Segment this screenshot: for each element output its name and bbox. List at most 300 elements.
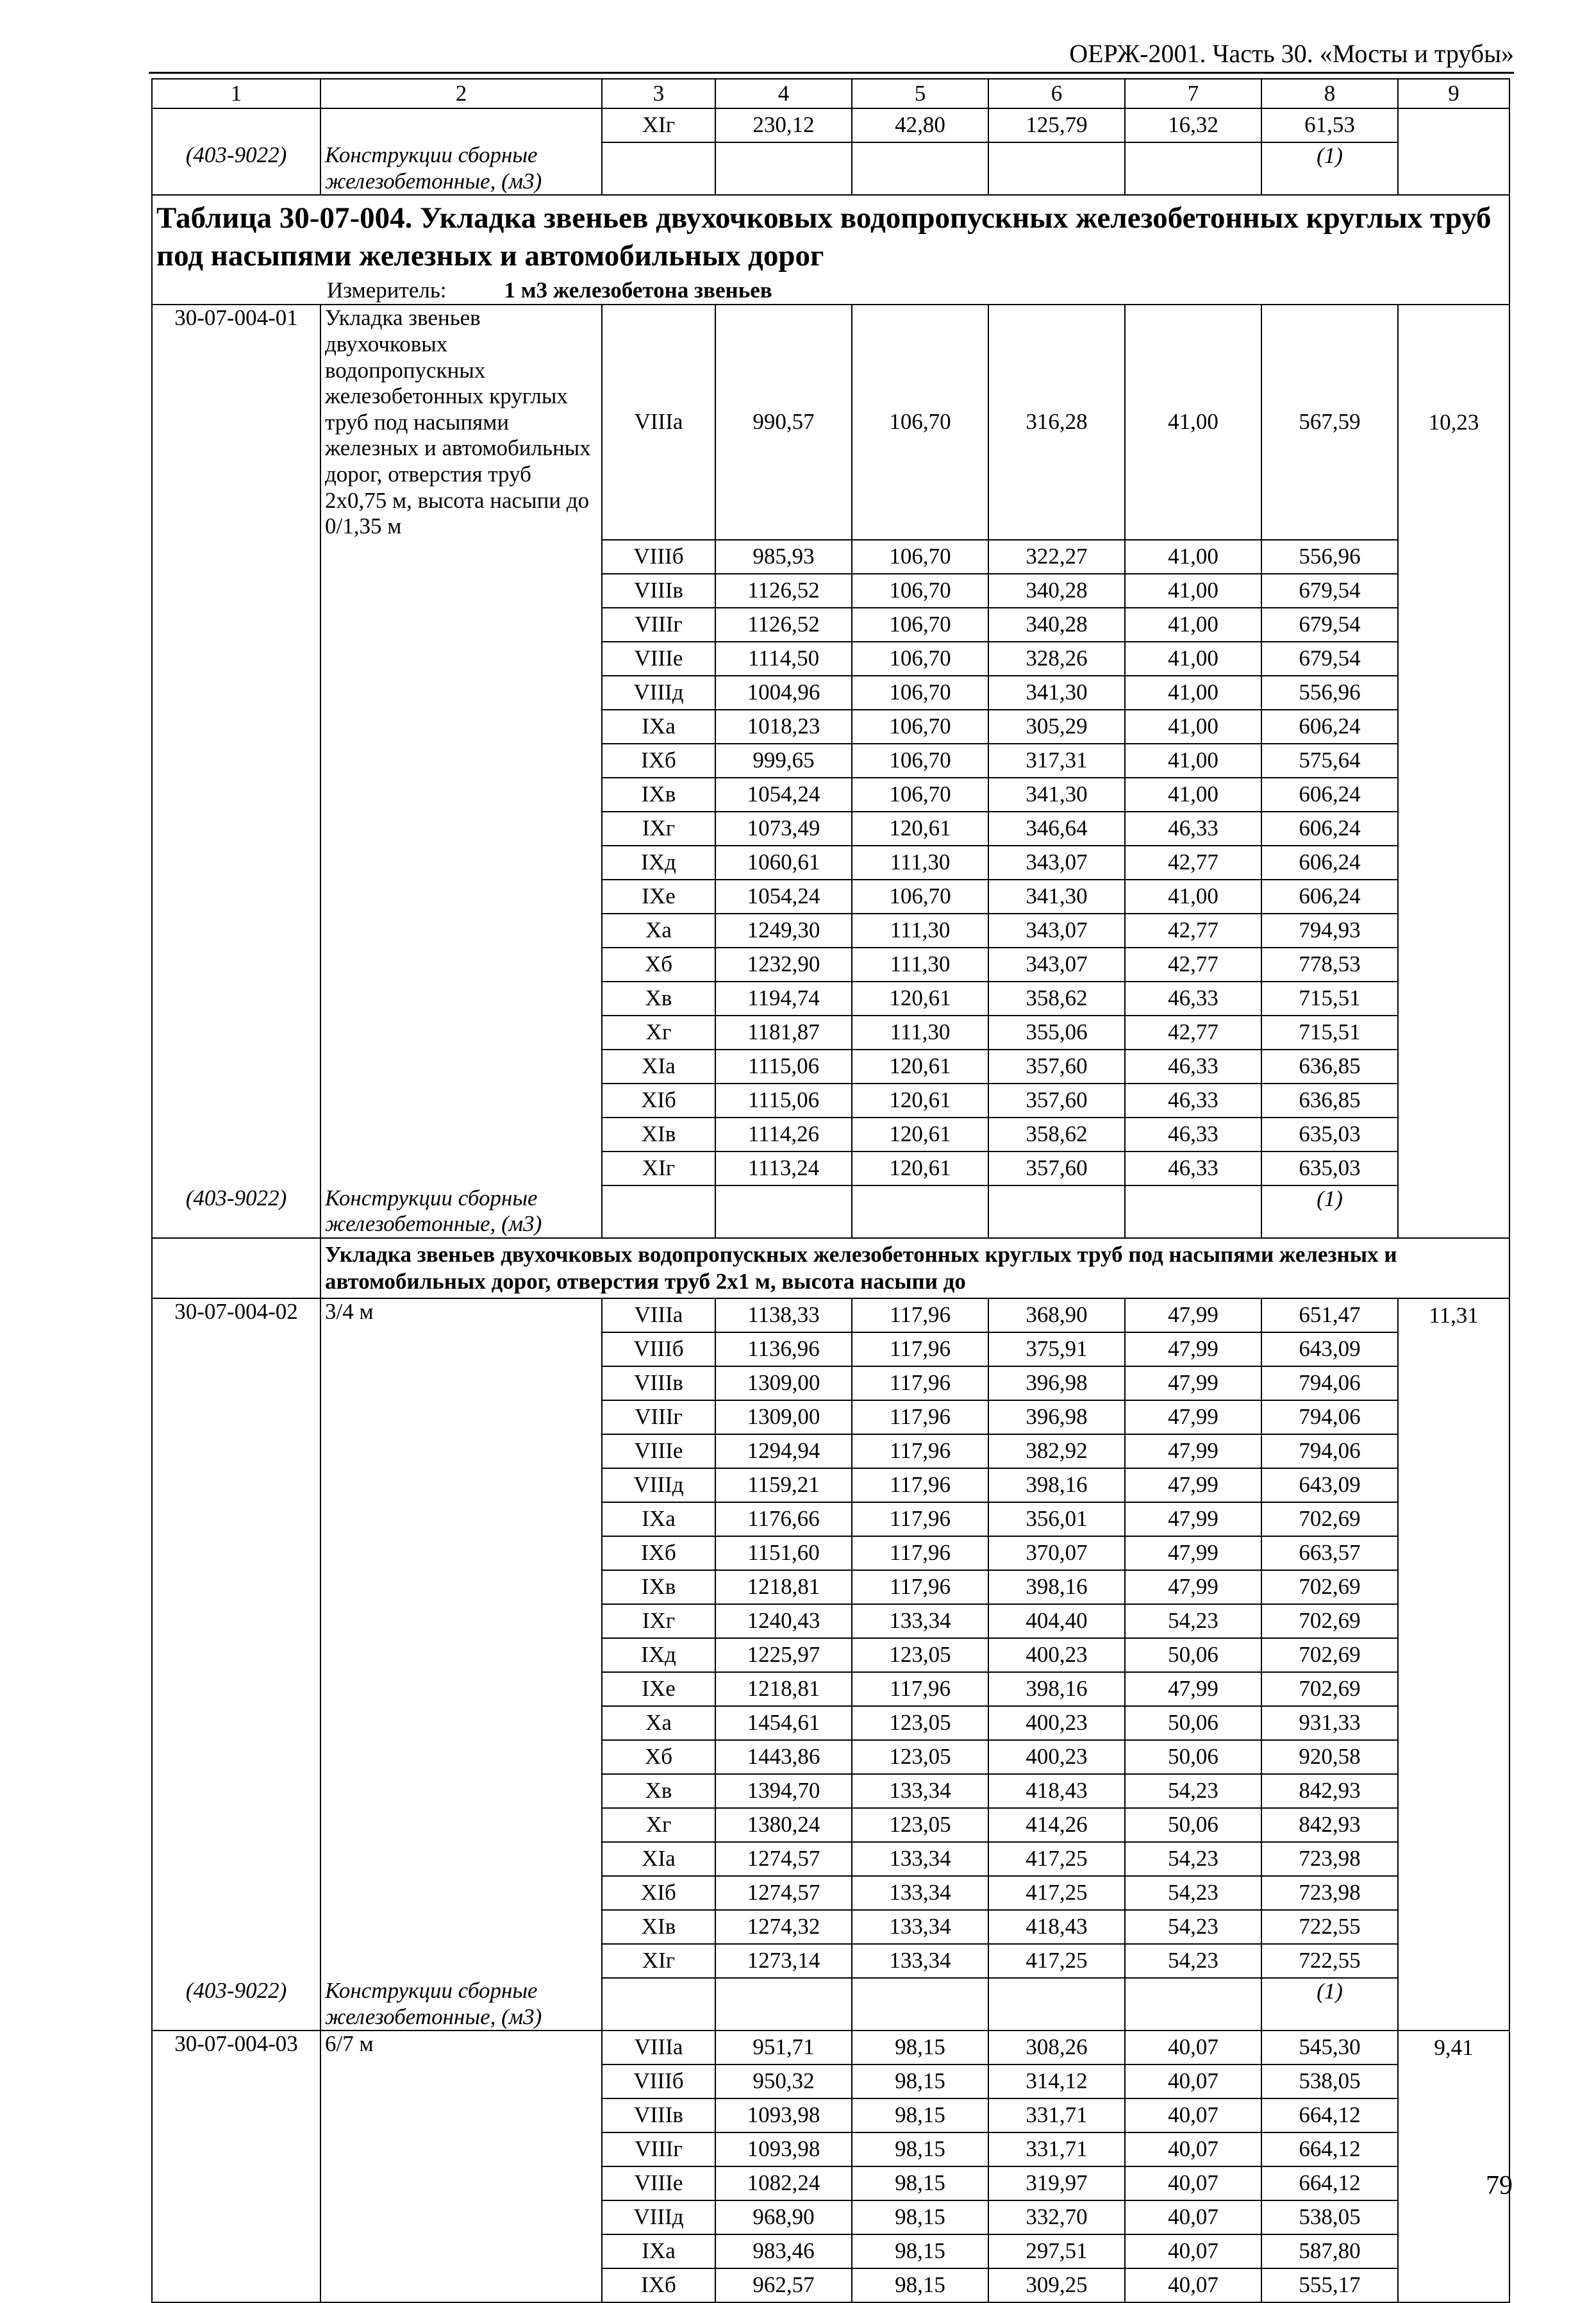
value-cell: 1274,57 <box>715 1842 852 1876</box>
resource-name: Конструкции сборные железобетонные, (м3) <box>320 142 602 195</box>
code-cell <box>152 1672 320 1706</box>
meter-label: Измеритель: <box>327 277 447 303</box>
value-cell: 308,26 <box>988 2031 1125 2064</box>
value-cell: 117,96 <box>852 1366 988 1400</box>
value-cell: 723,98 <box>1261 1842 1398 1876</box>
extra-cell <box>1398 2234 1509 2268</box>
value-cell: 117,96 <box>852 1298 988 1332</box>
desc-cell <box>320 710 602 744</box>
value-cell: 47,99 <box>1125 1536 1261 1570</box>
table-row <box>152 710 1509 744</box>
value-cell: 538,05 <box>1261 2064 1398 2098</box>
zone-cell: Xг <box>602 1016 715 1050</box>
extra-cell <box>1398 1808 1509 1842</box>
table-row <box>152 778 1509 812</box>
resource-code: (403-9022) <box>152 1978 320 2031</box>
extra-cell <box>1398 1774 1509 1808</box>
value-cell: 1073,49 <box>715 812 852 846</box>
resource-row <box>152 142 1509 195</box>
value-cell: 356,01 <box>988 1502 1125 1536</box>
desc-cell <box>320 2064 602 2098</box>
rates-table <box>151 78 1510 2303</box>
code-cell <box>152 2064 320 2098</box>
extra-cell <box>1398 948 1509 982</box>
desc-cell <box>320 1808 602 1842</box>
value-cell: 664,12 <box>1261 2132 1398 2166</box>
value-cell: 1454,61 <box>715 1706 852 1740</box>
extra-cell <box>1398 1366 1509 1400</box>
value-cell: 368,90 <box>988 1298 1125 1332</box>
value-cell: 1294,94 <box>715 1434 852 1468</box>
value-cell: 40,07 <box>1125 2200 1261 2234</box>
zone-cell: IXа <box>602 2234 715 2268</box>
value-cell: 357,60 <box>988 1152 1125 1185</box>
value-cell: 40,07 <box>1125 2166 1261 2200</box>
desc-cell <box>320 1638 602 1672</box>
zone-cell: XIг <box>602 1944 715 1978</box>
value-cell: 1225,97 <box>715 1638 852 1672</box>
value-cell: 538,05 <box>1261 2200 1398 2234</box>
desc-cell <box>320 1400 602 1434</box>
desc-cell <box>320 608 602 642</box>
desc-cell <box>320 108 602 142</box>
value-cell: 106,70 <box>852 676 988 710</box>
zone-cell: VIIIг <box>602 608 715 642</box>
extra-cell <box>1398 574 1509 608</box>
value-cell: 343,07 <box>988 948 1125 982</box>
value-cell: 1115,06 <box>715 1050 852 1084</box>
value-cell: 702,69 <box>1261 1604 1398 1638</box>
code-cell <box>152 1016 320 1050</box>
value-cell: 46,33 <box>1125 1152 1261 1185</box>
table-row <box>152 2200 1509 2234</box>
table-row <box>152 1910 1509 1944</box>
value-cell: 98,15 <box>852 2064 988 2098</box>
desc-cell <box>320 1672 602 1706</box>
zone-cell: XIа <box>602 1842 715 1876</box>
value-cell: 1181,87 <box>715 1016 852 1050</box>
value-cell: 417,25 <box>988 1944 1125 1978</box>
zone-cell: Xв <box>602 982 715 1016</box>
zone-cell: VIIIа <box>602 305 715 539</box>
code-cell <box>152 982 320 1016</box>
desc-cell <box>320 1536 602 1570</box>
value-cell: 702,69 <box>1261 1638 1398 1672</box>
zone-cell: IXе <box>602 880 715 914</box>
value-cell: 794,06 <box>1261 1400 1398 1434</box>
code-cell <box>152 1842 320 1876</box>
value-cell: 42,77 <box>1125 948 1261 982</box>
value-cell: 968,90 <box>715 2200 852 2234</box>
desc-cell <box>320 2234 602 2268</box>
value-cell: 1126,52 <box>715 574 852 608</box>
zone-cell: XIв <box>602 1118 715 1152</box>
value-cell: 40,07 <box>1125 2268 1261 2302</box>
value-cell: 133,34 <box>852 1842 988 1876</box>
table-row <box>152 676 1509 710</box>
value-cell: 643,09 <box>1261 1332 1398 1366</box>
rate-code: 30-07-004-02 <box>152 1298 320 1332</box>
value-cell: 951,71 <box>715 2031 852 2064</box>
extra-cell <box>1398 1050 1509 1084</box>
desc-cell <box>320 2268 602 2302</box>
zone-cell: VIIIг <box>602 1400 715 1434</box>
extra-value: 9,41 <box>1398 2031 1509 2064</box>
value-cell: 111,30 <box>852 846 988 880</box>
extra-cell <box>1398 982 1509 1016</box>
value-cell: 54,23 <box>1125 1910 1261 1944</box>
extra-cell <box>1398 540 1509 574</box>
value-cell: 606,24 <box>1261 812 1398 846</box>
desc-cell <box>320 1050 602 1084</box>
value-cell: 41,00 <box>1125 880 1261 914</box>
value-cell: 842,93 <box>1261 1774 1398 1808</box>
rate-code: 30-07-004-01 <box>152 305 320 539</box>
extra-cell <box>1398 846 1509 880</box>
value-cell: 1113,24 <box>715 1152 852 1185</box>
extra-cell <box>1398 1876 1509 1910</box>
code-cell <box>152 948 320 982</box>
value-cell: 606,24 <box>1261 710 1398 744</box>
value-cell: 106,70 <box>852 305 988 539</box>
value-cell: 606,24 <box>1261 778 1398 812</box>
table-row <box>152 1332 1509 1366</box>
value-cell: 120,61 <box>852 1118 988 1152</box>
value-cell: 317,31 <box>988 744 1125 778</box>
zone-cell: Xа <box>602 914 715 948</box>
extra-cell <box>1398 778 1509 812</box>
zone-cell: VIIIд <box>602 2200 715 2234</box>
zone-cell: Xг <box>602 1808 715 1842</box>
column-number: 2 <box>320 79 602 108</box>
value-cell: 125,79 <box>988 108 1125 142</box>
value-cell: 42,77 <box>1125 914 1261 948</box>
column-number-row <box>152 79 1509 108</box>
code-cell <box>152 642 320 676</box>
value-cell: 41,00 <box>1125 305 1261 539</box>
desc-cell <box>320 540 602 574</box>
code-cell <box>152 108 320 142</box>
desc-cell <box>320 676 602 710</box>
code-cell <box>152 1366 320 1400</box>
table-row <box>152 1118 1509 1152</box>
code-cell <box>152 1050 320 1084</box>
value-cell: 47,99 <box>1125 1332 1261 1366</box>
value-cell: 1274,57 <box>715 1876 852 1910</box>
value-cell: 1004,96 <box>715 676 852 710</box>
code-cell <box>152 1774 320 1808</box>
value-cell: 230,12 <box>715 108 852 142</box>
value-cell: 636,85 <box>1261 1084 1398 1118</box>
table-row <box>152 2268 1509 2302</box>
zone-cell: IXа <box>602 1502 715 1536</box>
value-cell: 47,99 <box>1125 1400 1261 1434</box>
value-cell: 575,64 <box>1261 744 1398 778</box>
value-cell: 702,69 <box>1261 1502 1398 1536</box>
value-cell: 340,28 <box>988 574 1125 608</box>
zone-cell: Xб <box>602 948 715 982</box>
table-row <box>152 1944 1509 1978</box>
value-cell: 98,15 <box>852 2031 988 2064</box>
value-cell: 106,70 <box>852 778 988 812</box>
table-title-cell <box>152 195 1509 305</box>
rate-description: 6/7 м <box>320 2031 602 2064</box>
value-cell: 117,96 <box>852 1570 988 1604</box>
desc-cell <box>320 574 602 608</box>
desc-cell <box>320 642 602 676</box>
value-cell: 46,33 <box>1125 1118 1261 1152</box>
desc-cell <box>320 1910 602 1944</box>
subheader-row <box>152 1238 1509 1298</box>
desc-cell <box>320 982 602 1016</box>
table-row <box>152 1570 1509 1604</box>
zone-cell: IXв <box>602 778 715 812</box>
value-cell: 54,23 <box>1125 1876 1261 1910</box>
value-cell: 46,33 <box>1125 812 1261 846</box>
value-cell: 120,61 <box>852 812 988 846</box>
value-cell: 1093,98 <box>715 2132 852 2166</box>
value-cell: 702,69 <box>1261 1672 1398 1706</box>
zone-cell: Xа <box>602 1706 715 1740</box>
table-row <box>152 2098 1509 2132</box>
code-cell <box>152 2200 320 2234</box>
code-cell <box>152 540 320 574</box>
table-title: Таблица 30-07-004. Укладка звеньев двухочковых водопропускных железобетонных круглых труб под насыпями железных и автомобильных дорог <box>156 201 1492 272</box>
extra-cell <box>1398 880 1509 914</box>
zone-cell: VIIIб <box>602 540 715 574</box>
zone-cell: XIв <box>602 1910 715 1944</box>
value-cell: 1093,98 <box>715 2098 852 2132</box>
value-cell: 679,54 <box>1261 642 1398 676</box>
value-cell: 404,40 <box>988 1604 1125 1638</box>
extra-cell <box>1398 1842 1509 1876</box>
extra-cell <box>1398 812 1509 846</box>
table-row <box>152 1740 1509 1774</box>
code-cell <box>152 1638 320 1672</box>
value-cell: 778,53 <box>1261 948 1398 982</box>
zone-cell: VIIIд <box>602 676 715 710</box>
value-cell: 106,70 <box>852 710 988 744</box>
value-cell: 1232,90 <box>715 948 852 982</box>
table-row <box>152 1604 1509 1638</box>
value-cell: 723,98 <box>1261 1876 1398 1910</box>
table-row <box>152 1152 1509 1185</box>
value-cell: 98,15 <box>852 2166 988 2200</box>
value-cell: 556,96 <box>1261 540 1398 574</box>
extra-cell <box>1398 1332 1509 1366</box>
value-cell: 555,17 <box>1261 2268 1398 2302</box>
desc-cell <box>320 1774 602 1808</box>
value-cell: 40,07 <box>1125 2098 1261 2132</box>
zone-cell: Xв <box>602 1774 715 1808</box>
zone-cell: VIIIд <box>602 1468 715 1502</box>
value-cell: 545,30 <box>1261 2031 1398 2064</box>
extra-cell <box>1398 1118 1509 1152</box>
value-cell: 61,53 <box>1261 108 1398 142</box>
code-cell <box>152 1152 320 1185</box>
value-cell: 106,70 <box>852 642 988 676</box>
value-cell: 1114,26 <box>715 1118 852 1152</box>
table-row <box>152 982 1509 1016</box>
code-cell <box>152 1400 320 1434</box>
table-row <box>152 1366 1509 1400</box>
value-cell: 42,80 <box>852 108 988 142</box>
extra-cell <box>1398 1468 1509 1502</box>
value-cell: 357,60 <box>988 1084 1125 1118</box>
value-cell: 722,55 <box>1261 1910 1398 1944</box>
value-cell: 331,71 <box>988 2132 1125 2166</box>
value-cell: 1082,24 <box>715 2166 852 2200</box>
code-cell <box>152 2234 320 2268</box>
value-cell: 663,57 <box>1261 1536 1398 1570</box>
code-cell <box>152 608 320 642</box>
zone-cell: IXг <box>602 1604 715 1638</box>
code-cell <box>152 1084 320 1118</box>
value-cell: 1151,60 <box>715 1536 852 1570</box>
value-cell: 54,23 <box>1125 1604 1261 1638</box>
desc-cell <box>320 1842 602 1876</box>
value-cell: 1126,52 <box>715 608 852 642</box>
desc-cell <box>320 880 602 914</box>
value-cell: 920,58 <box>1261 1740 1398 1774</box>
value-cell: 47,99 <box>1125 1298 1261 1332</box>
value-cell: 305,29 <box>988 710 1125 744</box>
value-cell: 332,70 <box>988 2200 1125 2234</box>
value-cell: 398,16 <box>988 1570 1125 1604</box>
extra-cell <box>1398 2064 1509 2098</box>
column-number: 1 <box>152 79 320 108</box>
value-cell: 794,93 <box>1261 914 1398 948</box>
column-number: 4 <box>715 79 852 108</box>
extra-cell <box>1398 1604 1509 1638</box>
desc-cell <box>320 846 602 880</box>
extra-cell <box>1398 1400 1509 1434</box>
value-cell: 120,61 <box>852 1152 988 1185</box>
code-cell <box>152 710 320 744</box>
value-cell: 46,33 <box>1125 982 1261 1016</box>
resource-name: Конструкции сборные железобетонные, (м3) <box>320 1185 602 1238</box>
value-cell: 794,06 <box>1261 1366 1398 1400</box>
value-cell: 358,62 <box>988 982 1125 1016</box>
value-cell: 587,80 <box>1261 2234 1398 2268</box>
value-cell: 47,99 <box>1125 1570 1261 1604</box>
subheader: Укладка звеньев двухочковых водопропускных железобетонных круглых труб под насыпями железных и автомобильных дорог, отверстия труб 2х1 м, высота насыпи до <box>320 1238 1509 1298</box>
table-row <box>152 1050 1509 1084</box>
extra-cell <box>1398 1152 1509 1185</box>
extra-cell <box>1398 676 1509 710</box>
value-cell: 133,34 <box>852 1910 988 1944</box>
zone-cell: IXд <box>602 1638 715 1672</box>
zone-cell: XIб <box>602 1876 715 1910</box>
code-cell <box>152 676 320 710</box>
resource-qty: (1) <box>1261 1978 1398 2031</box>
table-row <box>152 1434 1509 1468</box>
zone-cell: VIIIб <box>602 2064 715 2098</box>
value-cell: 1054,24 <box>715 880 852 914</box>
value-cell: 400,23 <box>988 1740 1125 1774</box>
value-cell: 396,98 <box>988 1366 1125 1400</box>
value-cell: 635,03 <box>1261 1152 1398 1185</box>
value-cell: 42,77 <box>1125 1016 1261 1050</box>
value-cell: 111,30 <box>852 948 988 982</box>
extra-cell <box>1398 1536 1509 1570</box>
code-cell <box>152 744 320 778</box>
zone-cell: VIIIе <box>602 2166 715 2200</box>
table-row <box>152 846 1509 880</box>
value-cell: 47,99 <box>1125 1672 1261 1706</box>
value-cell: 16,32 <box>1125 108 1261 142</box>
table-row <box>152 2166 1509 2200</box>
value-cell: 1018,23 <box>715 710 852 744</box>
desc-cell <box>320 1740 602 1774</box>
code-cell <box>152 1536 320 1570</box>
code-cell <box>152 846 320 880</box>
extra-cell <box>1398 914 1509 948</box>
value-cell: 123,05 <box>852 1740 988 1774</box>
value-cell: 1115,06 <box>715 1084 852 1118</box>
code-cell <box>152 1118 320 1152</box>
value-cell: 106,70 <box>852 880 988 914</box>
desc-cell <box>320 2166 602 2200</box>
value-cell: 117,96 <box>852 1502 988 1536</box>
meter-line <box>156 276 1505 305</box>
table-row <box>152 744 1509 778</box>
value-cell: 106,70 <box>852 540 988 574</box>
value-cell: 999,65 <box>715 744 852 778</box>
value-cell: 990,57 <box>715 305 852 539</box>
zone-cell: IXа <box>602 710 715 744</box>
value-cell: 98,15 <box>852 2132 988 2166</box>
value-cell: 340,28 <box>988 608 1125 642</box>
value-cell: 40,07 <box>1125 2132 1261 2166</box>
desc-cell <box>320 1468 602 1502</box>
value-cell: 1136,96 <box>715 1332 852 1366</box>
extra-cell <box>1398 1706 1509 1740</box>
value-cell: 1443,86 <box>715 1740 852 1774</box>
zone-cell: VIIIв <box>602 2098 715 2132</box>
code-cell <box>152 914 320 948</box>
resource-row <box>152 1978 1509 2031</box>
value-cell: 664,12 <box>1261 2098 1398 2132</box>
value-cell: 722,55 <box>1261 1944 1398 1978</box>
value-cell: 702,69 <box>1261 1570 1398 1604</box>
resource-code: (403-9022) <box>152 1185 320 1238</box>
value-cell: 651,47 <box>1261 1298 1398 1332</box>
extra-cell <box>1398 1672 1509 1706</box>
value-cell: 346,64 <box>988 812 1125 846</box>
extra-cell <box>1398 1570 1509 1604</box>
table-row <box>152 2064 1509 2098</box>
code-cell <box>152 1570 320 1604</box>
value-cell: 679,54 <box>1261 608 1398 642</box>
extra-cell <box>1398 608 1509 642</box>
table-title-row <box>152 195 1509 305</box>
resource-qty: (1) <box>1261 1185 1398 1238</box>
value-cell: 106,70 <box>852 608 988 642</box>
value-cell: 962,57 <box>715 2268 852 2302</box>
value-cell: 341,30 <box>988 880 1125 914</box>
table-row <box>152 574 1509 608</box>
value-cell: 1380,24 <box>715 1808 852 1842</box>
value-cell: 50,06 <box>1125 1740 1261 1774</box>
code-cell <box>152 812 320 846</box>
code-cell <box>152 1910 320 1944</box>
table-row <box>152 1468 1509 1502</box>
table-row <box>152 1808 1509 1842</box>
desc-cell <box>320 2200 602 2234</box>
value-cell: 418,43 <box>988 1774 1125 1808</box>
zone-cell: VIIIв <box>602 1366 715 1400</box>
